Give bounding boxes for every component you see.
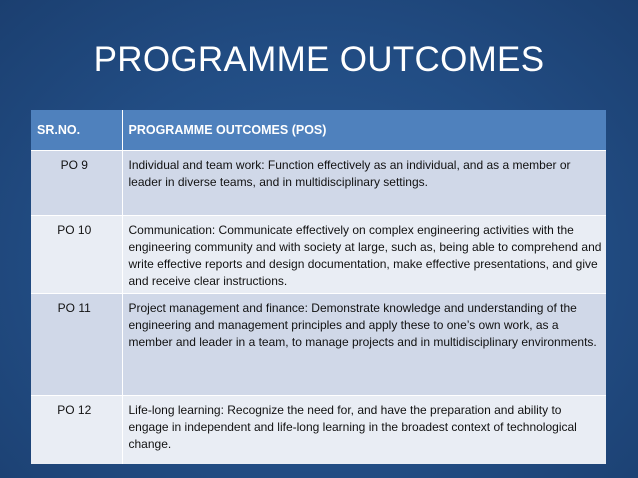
row-sr-no: PO 9 bbox=[31, 151, 122, 216]
programme-outcomes-table bbox=[31, 110, 606, 464]
row-outcome-text: Individual and team work: Function effectively as an individual, and as a member or leader in diverse teams, and in multidisciplinary settings. bbox=[122, 151, 606, 216]
row-sr-no: PO 12 bbox=[31, 396, 122, 464]
header-programme-outcomes: PROGRAMME OUTCOMES (POS) bbox=[122, 110, 606, 151]
row-sr-no: PO 10 bbox=[31, 216, 122, 294]
table-row bbox=[31, 151, 606, 216]
table-row bbox=[31, 294, 606, 396]
page-title: PROGRAMME OUTCOMES bbox=[93, 40, 545, 79]
table-header-row bbox=[31, 110, 606, 151]
row-outcome-text: Project management and finance: Demonstrate knowledge and understanding of the engineering and management principles and apply these to one’s own work, as a member and leader in a team, to manage projects and in multidisciplinary environments. bbox=[122, 294, 606, 396]
row-outcome-text: Communication: Communicate effectively on complex engineering activities with the engineering community and with society at large, such as, being able to comprehend and write effective reports and design documentation, make effective presentations, and give and receive clear instructions. bbox=[122, 216, 606, 294]
table-row bbox=[31, 396, 606, 464]
table-row bbox=[31, 216, 606, 294]
header-sr-no: SR.NO. bbox=[31, 110, 122, 151]
row-outcome-text: Life-long learning: Recognize the need for, and have the preparation and ability to engage in independent and life-long learning in the broadest context of technological change. bbox=[122, 396, 606, 464]
row-sr-no: PO 11 bbox=[31, 294, 122, 396]
